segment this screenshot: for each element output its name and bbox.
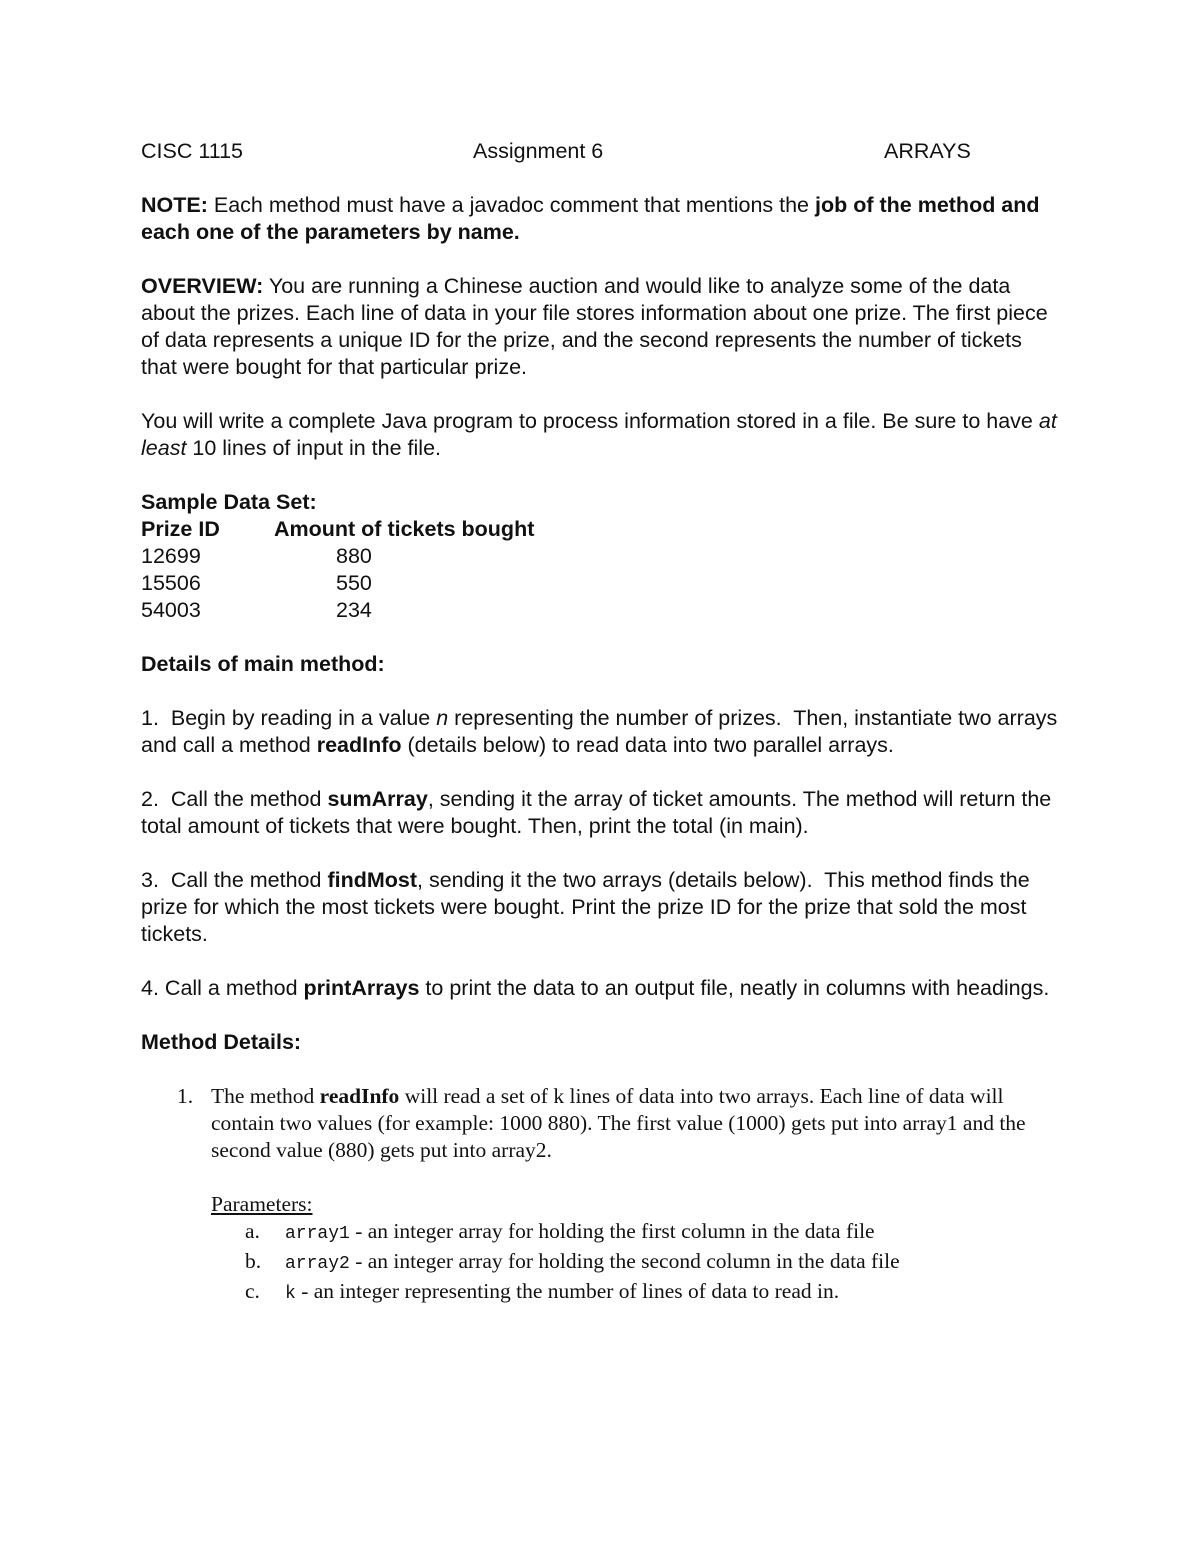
table-cell: 550 xyxy=(336,571,372,595)
param-desc: - an integer array for holding the first column in the data file xyxy=(349,1219,875,1243)
assignment-topic: ARRAYS xyxy=(884,139,971,163)
instructions-text-1: You will write a complete Java program to process information stored in a file. Be sure to have xyxy=(141,409,1039,433)
table-row xyxy=(141,570,534,597)
table-header-cell: Prize ID xyxy=(141,517,220,541)
main-step: 2. Call the method sumArray, sending it the array of ticket amounts. The method will return the total amount of tickets that were bought. Then, print the total (in main). xyxy=(141,787,1052,838)
overview-label: OVERVIEW: xyxy=(141,274,264,298)
main-step: 4. Call a method printArrays to print the data to an output file, neatly in columns with headings. xyxy=(141,976,1050,1000)
param-letter: b. xyxy=(245,1249,262,1273)
list-item xyxy=(245,1218,1061,1248)
sample-data-table xyxy=(141,516,534,624)
param-name: array2 xyxy=(285,1254,350,1274)
assignment-title: Assignment 6 xyxy=(473,139,604,163)
param-letter: c. xyxy=(245,1279,260,1303)
param-letter: a. xyxy=(245,1219,260,1243)
note-text: Each method must have a javadoc comment that mentions the xyxy=(207,193,815,217)
list-item xyxy=(245,1248,1061,1278)
table-cell: 12699 xyxy=(141,544,201,568)
overview-paragraph xyxy=(141,273,1061,381)
method-details-title: Method Details: xyxy=(141,1030,302,1054)
note-paragraph xyxy=(141,192,1061,246)
list-number: 1. xyxy=(177,1084,194,1108)
list-item xyxy=(245,1278,1061,1308)
sample-title: Sample Data Set: xyxy=(141,490,317,514)
overview-text: You are running a Chinese auction and would like to analyze some of the data about the prizes. Each line of data in your file stores information about one prize. The first piece of data represents a unique ID for the prize, and the second represents the number of tickets that were bought for that particular prize. xyxy=(141,274,1048,379)
table-header-cell: Amount of tickets bought xyxy=(274,517,535,541)
main-step: 3. Call the method findMost, sending it the two arrays (details below). This method finds the prize for which the most tickets were bought. Print the prize ID for the prize that sold the most tickets. xyxy=(141,868,1036,946)
note-label: NOTE: xyxy=(141,193,208,217)
document-page xyxy=(141,138,1064,1308)
parameters-list xyxy=(245,1218,1061,1308)
method-description: The method readInfo will read a set of k lines of data into two arrays. Each line of data will contain two values (for example: 1000 880). The first value (1000) gets put into array1 and the second value (880) gets put into array2. xyxy=(211,1084,1026,1162)
list-item xyxy=(177,1083,1061,1308)
param-name: array1 xyxy=(285,1224,350,1244)
method-details-list xyxy=(177,1083,1061,1308)
instructions-text-2: 10 lines of input in the file. xyxy=(186,436,441,460)
table-row xyxy=(141,543,534,570)
note-emphasis: job of the method and each one of the parameters by name. xyxy=(141,193,1040,244)
param-desc: - an integer array for holding the second column in the data file xyxy=(349,1249,900,1273)
table-cell: 880 xyxy=(336,544,372,568)
table-cell: 234 xyxy=(336,598,372,622)
main-method-title: Details of main method: xyxy=(141,652,385,676)
table-row xyxy=(141,597,534,624)
param-name: k xyxy=(285,1284,296,1304)
table-cell: 15506 xyxy=(141,571,201,595)
instructions-paragraph xyxy=(141,408,1061,462)
table-header-row xyxy=(141,516,534,543)
document-header xyxy=(141,138,1061,168)
parameters-heading: Parameters: xyxy=(211,1192,313,1216)
main-step: 1. Begin by reading in a value n representing the number of prizes. Then, instantiate two arrays and call a method readInfo (details below) to read data into two parallel arrays. xyxy=(141,706,1064,757)
table-cell: 54003 xyxy=(141,598,201,622)
instructions-emphasis: at least xyxy=(141,409,1057,460)
course-code: CISC 1115 xyxy=(141,139,243,163)
param-desc: - an integer representing the number of lines of data to read in. xyxy=(295,1279,840,1303)
